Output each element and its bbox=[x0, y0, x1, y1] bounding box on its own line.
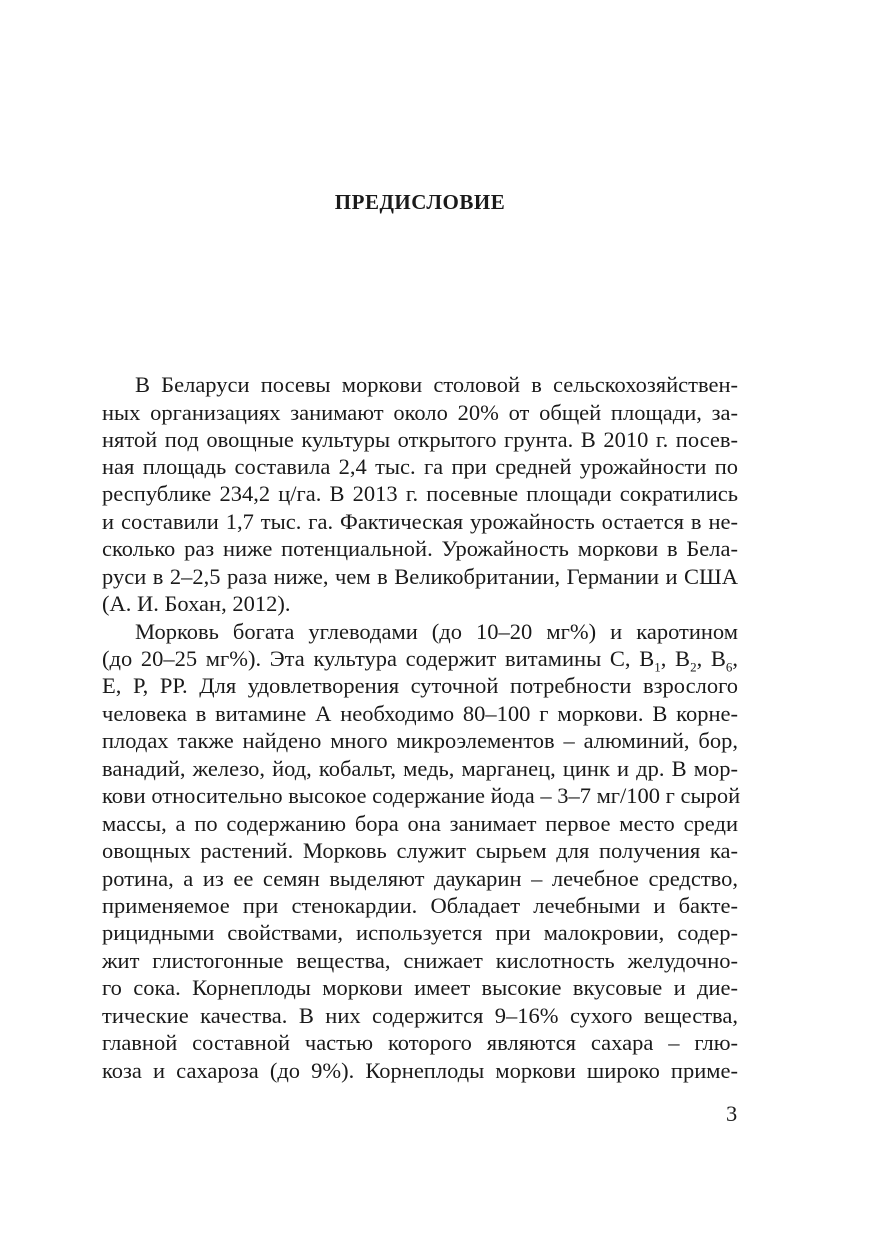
text-line-vitamins bbox=[102, 645, 738, 673]
text-line: В Беларуси посевы моркови столовой в сельскохозяйствен- bbox=[135, 372, 738, 397]
text-line: тические качества. В них содержится 9–16% сухого вещества, bbox=[102, 1003, 738, 1028]
vitamin-b6-subscript: 6 bbox=[725, 659, 733, 675]
text-line: ных организациях занимают около 20% от общей площади, за- bbox=[102, 400, 738, 425]
text-line: ванадий, железо, йод, кобальт, медь, марганец, цинк и др. В мор- bbox=[102, 756, 738, 781]
page-number: 3 bbox=[726, 1101, 738, 1126]
text-line: Е, Р, РР. Для удовлетворения суточной потребности взрослого bbox=[102, 673, 738, 698]
text-line: массы, а по содержанию бора она занимает первое место среди bbox=[102, 811, 738, 836]
text-line: сколько раз ниже потенциальной. Урожайность моркови в Бела- bbox=[102, 536, 738, 561]
text-line: ная площадь составила 2,4 тыс. га при средней урожайности по bbox=[102, 454, 738, 479]
text-line: человека в витамине А необходимо 80–100 г моркови. В корне- bbox=[102, 701, 738, 726]
text-line: Морковь богата углеводами (до 10–20 мг%) и каротином bbox=[135, 619, 738, 644]
text-line: овощных растений. Морковь служит сырьем для получения ка- bbox=[102, 838, 738, 863]
vitamin-separator: , B bbox=[660, 646, 691, 671]
vitamin-b2-subscript: 2 bbox=[690, 659, 697, 675]
text-line: республике 234,2 ц/га. В 2013 г. посевные площади сократились bbox=[102, 481, 738, 506]
text-line: коза и сахароза (до 9%). Корнеплоды моркови широко приме- bbox=[102, 1058, 738, 1083]
text-line: руси в 2–2,5 раза ниже, чем в Великобритании, Германии и США bbox=[102, 564, 738, 589]
text-line: кови относительно высокое содержание йода – 3–7 мг/100 г сырой bbox=[102, 783, 741, 808]
text-line: и составили 1,7 тыс. га. Фактическая урожайность остается в не- bbox=[102, 509, 738, 534]
vitamin-b1-subscript: 1 bbox=[654, 659, 661, 675]
vitamin-tail: , bbox=[732, 646, 739, 671]
page-title: ПРЕДИСЛОВИЕ bbox=[334, 190, 506, 214]
vitamin-text: (до 20–25 мг%). Эта культура содержит витамины С, B bbox=[102, 646, 655, 671]
text-line: ротина, а из ее семян выделяют даукарин – лечебное средство, bbox=[102, 866, 738, 891]
text-line: применяемое при стенокардии. Обладает лечебными и бакте- bbox=[102, 893, 738, 918]
text-line: жит глистогонные вещества, снижает кислотность желудочно- bbox=[102, 948, 738, 973]
text-line: (А. И. Бохан, 2012). bbox=[102, 591, 291, 616]
text-line: плодах также найдено много микроэлементов – алюминий, бор, bbox=[102, 728, 738, 753]
text-line: нятой под овощные культуры открытого грунта. В 2010 г. посев- bbox=[102, 427, 738, 452]
vitamin-separator: , B bbox=[696, 646, 726, 671]
text-line: рицидными свойствами, используется при малокровии, содер- bbox=[102, 920, 738, 945]
text-line: го сока. Корнеплоды моркови имеет высокие вкусовые и дие- bbox=[102, 975, 738, 1000]
text-line: главной составной частью которого являются сахара – глю- bbox=[102, 1030, 738, 1055]
